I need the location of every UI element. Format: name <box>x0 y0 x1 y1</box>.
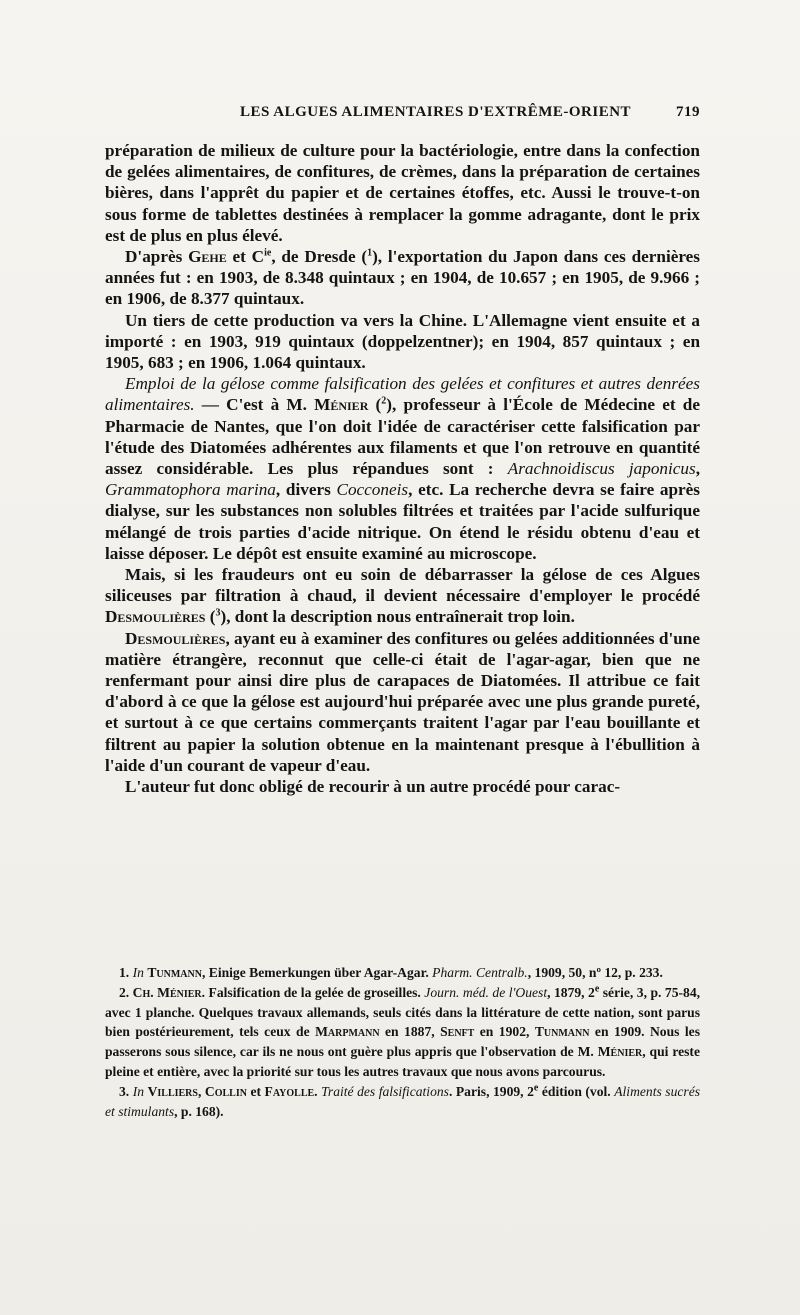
paragraph-5 <box>105 564 700 628</box>
author-name: Villiers <box>147 1083 198 1099</box>
author-name: Collin <box>204 1083 247 1099</box>
footnote-ref-3: 3 <box>215 607 221 619</box>
paragraph-6 <box>105 628 700 776</box>
journal-title: Journ. méd. de l'Ouest <box>424 984 548 1000</box>
paragraph-1: préparation de milieux de culture pour la bactériologie, entre dans la confection de gelées alimentaires, de confitures, de crèmes, dans la préparation de certaines bières, dans l'apprêt du papier et de certaines étoffes, etc. Aussi le trouve-t-on sous forme de tablettes destinées à remplacer la gomme adragante, dont le prix est de plus en plus élevé. <box>105 141 700 245</box>
book-title: Traité des falsifications <box>321 1083 449 1099</box>
text: ), l'exportation du Japon dans ces dernières années fut : en 1903, de 8.348 quintaux ; en 1904, de 10.657 ; en 1905, de 9.966 ; en 1906, de 8.377 quintaux. <box>105 247 700 309</box>
text: In <box>132 965 144 980</box>
footnote-ref-2: 2 <box>381 395 387 407</box>
text: In <box>132 1083 145 1099</box>
paragraph-4 <box>105 373 700 564</box>
text: . Falsification de la gelée de groseilles. <box>201 984 425 1000</box>
text: , qui reste pleine et entière, avec la priorité sur tous les autres travaux que nous avons parcourus. <box>105 1044 700 1079</box>
text: , divers <box>275 480 337 500</box>
footnote-number: 2. <box>119 984 133 1000</box>
superscript: ie <box>264 247 272 259</box>
author-menier: Ménier <box>314 395 369 415</box>
author-desmoulieres: Desmoulières <box>125 628 226 648</box>
text: ), professeur à l'École de Médecine et de Pharmacie de Nantes, que l'on doit l'idée de caractériser cette falsification par l'étude des Diatomées adhérentes aux filaments et que l'on retrouve en quantité assez considérable. Les plus répandues sont : <box>105 395 700 479</box>
paragraph-7: L'auteur fut donc obligé de recourir à un autre procédé pour carac- <box>125 777 621 797</box>
text: ), dont la description nous entraînerait trop loin. <box>220 607 575 627</box>
footnote-3 <box>105 1082 700 1122</box>
text: — C'est à M. <box>194 395 315 415</box>
text: ( <box>205 607 216 627</box>
species-name: Cocconeis <box>336 480 409 500</box>
footnote-ref-1: 1 <box>367 247 373 259</box>
text: , 1909, 50, nº 12, p. 233. <box>527 965 663 980</box>
text: en 1902, <box>474 1024 535 1040</box>
text: en 1887, <box>379 1024 441 1040</box>
text: . Paris, 1909, 2 <box>448 1083 534 1099</box>
text: , 1879, 2 <box>547 984 595 1000</box>
text: en 1909. Nous les passerons sous silence, car ils ne nous ont guère plus appris que l'observation de M. <box>105 1024 700 1060</box>
author-name: Senft <box>440 1024 475 1040</box>
superscript: e <box>594 983 600 995</box>
text: et C <box>226 247 265 267</box>
text: D'après <box>125 247 189 267</box>
journal-title: Pharm. Centralb. <box>432 965 528 980</box>
text: , <box>197 1083 205 1099</box>
text: , etc. La recherche devra se faire après dialyse, sur les substances non solubles filtrées et traitées par l'acide sulfurique mélangé de trois parties d'acide nitrique. On étend le résidu obtenu d'eau et laisse déposer. Le dépôt est ensuite examiné au microscope. <box>105 480 700 563</box>
footnotes <box>105 963 700 1121</box>
text: édition (vol. <box>538 1083 615 1099</box>
volume-title: Aliments sucrés et stimulants <box>105 1083 701 1119</box>
text: ( <box>368 395 382 415</box>
running-title: LES ALGUES ALIMENTAIRES D'EXTRÊME-ORIENT <box>240 104 632 120</box>
author-name: Marpmann <box>315 1024 380 1040</box>
species-name: Grammatophora marina <box>105 480 276 500</box>
author-name: Ménier <box>597 1044 643 1060</box>
text: , Einige Bemerkungen über Agar-Agar. <box>201 965 433 980</box>
paragraph-2 <box>105 246 700 310</box>
superscript: e <box>533 1082 539 1094</box>
text: série, 3, p. 75-84, avec 1 planche. Quelques travaux allemands, seuls cités dans la littérature de cette nation, sont parus bien postérieurement, tels ceux de <box>105 984 701 1040</box>
author-name: Tunmann <box>147 965 202 980</box>
paragraph-3: Un tiers de cette production va vers la Chine. L'Allemagne vient ensuite et a importé : en 1903, 919 quintaux (doppelzentner); en 1904, 857 quintaux ; en 1905, 683 ; en 1906, 1.064 quintaux. <box>105 310 700 373</box>
species-name: Arachnoidiscus japonicus <box>507 459 696 479</box>
footnote-number: 1. <box>119 965 133 980</box>
text: , de Dresde ( <box>271 247 368 267</box>
text: et <box>246 1083 265 1099</box>
page-number: 719 <box>676 104 700 120</box>
text: . <box>314 1083 322 1099</box>
author-gehe: Gehe <box>188 247 227 267</box>
author-name: Ch. Ménier <box>132 984 202 1000</box>
text: Mais, si les fraudeurs ont eu soin de débarrasser la gélose de ces Algues siliceuses par filtration à chaud, il devient nécessaire d'employer le procédé <box>105 565 700 606</box>
author-desmoulieres: Desmoulières <box>105 607 206 627</box>
footnote-1 <box>105 963 700 983</box>
author-name: Fayolle <box>264 1083 315 1099</box>
section-heading: Emploi de la gélose comme falsification des gelées et confitures et autres denrées alimentaires. <box>105 374 700 415</box>
footnote-2 <box>105 983 700 1082</box>
text: , p. 168). <box>174 1103 224 1119</box>
main-text <box>105 140 700 797</box>
footnote-number: 3. <box>119 1083 133 1099</box>
author-name: Tunmann <box>534 1024 590 1040</box>
text: , ayant eu à examiner des confitures ou gelées additionnées d'une matière étrangère, reconnut que celle-ci était de l'agar-agar, bien que ne renfermant pour ainsi dire plus de carapaces de Diatomées. Il attribue ce fait d'abord à ce que la gélose est aujourd'hui préparée avec une plus grande pureté, et surtout à ce que certains commerçants traitent l'agar par l'eau bouillante et filtrent au papier la solution obtenue en la maintenant presque à l'ébullition à l'aide d'un courant de vapeur d'eau. <box>105 628 700 775</box>
text: , <box>695 459 700 479</box>
